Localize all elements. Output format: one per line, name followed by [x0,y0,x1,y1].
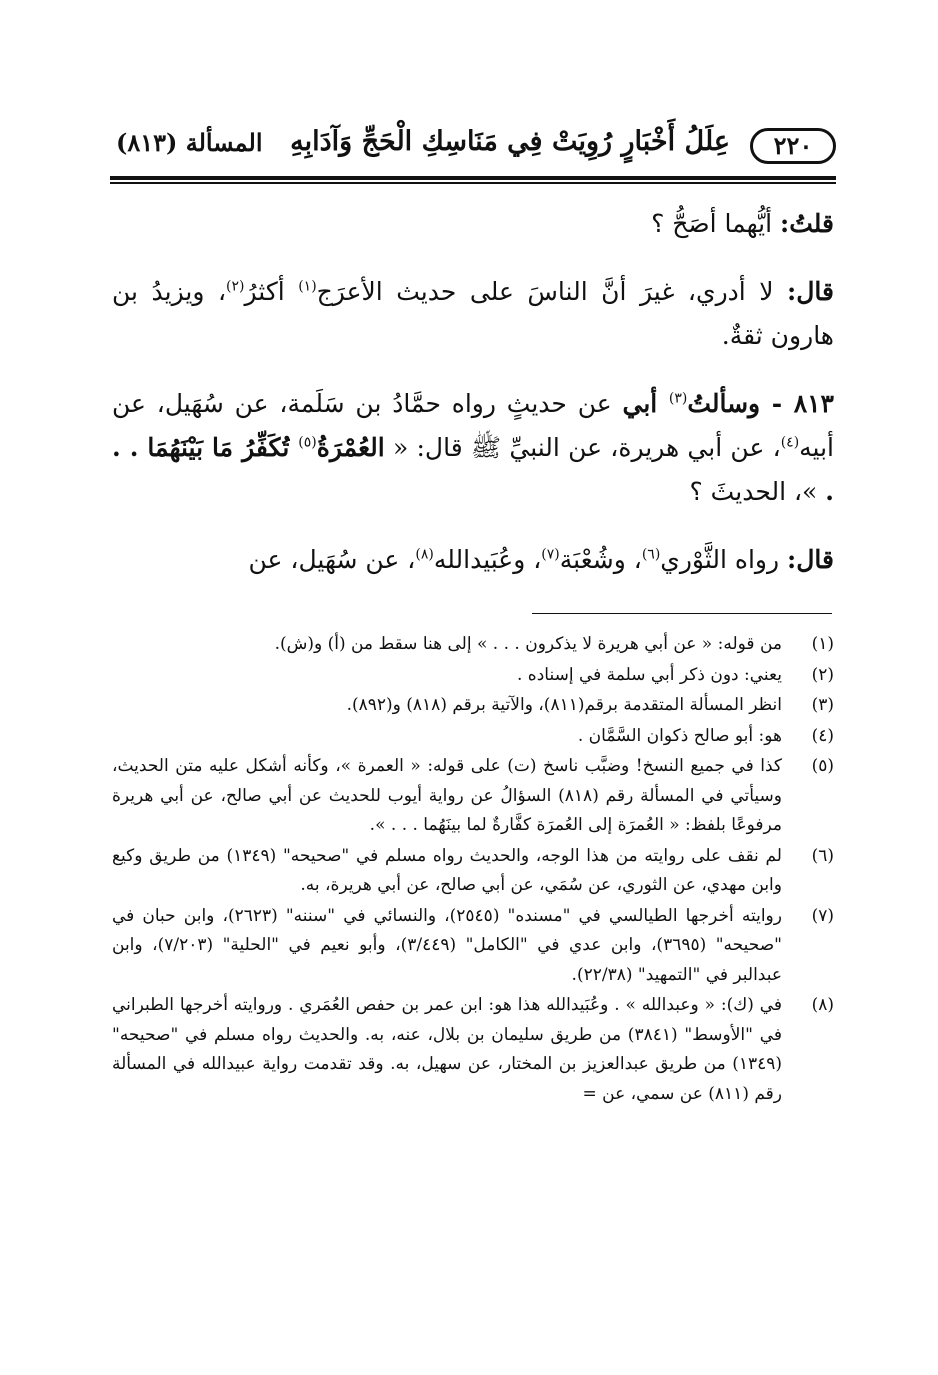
footnote-ref: (٨) [415,546,434,563]
page-number: ٢٢٠ [750,128,836,164]
paragraph-text: ، وعُبَيدالله [433,545,542,574]
footnote [112,691,834,721]
footnote-ref: (٤) [780,434,800,451]
footnote-number: (٦) [811,845,834,866]
footnote-ref: (١) [298,278,317,295]
footnote-ref: (٣) [668,390,688,407]
footnote-text: لم نقف على روايته من هذا الوجه، والحديث رواه مسلم في "صحيحه" (١٣٤٩) من طريق وكيع وابن مهدي، عن الثوري، عن سُمَي، عن أبي صالح، عن أبي هريرة، به. [112,845,782,895]
book-title: عِلَلُ أَخْبَارٍ رُوِيَتْ فِي مَنَاسِكِ الْحَجِّ وَآدَابِهِ [290,126,730,157]
footnote-ref: (٢) [226,278,245,295]
footnote-number: (١) [811,634,834,654]
header-rule-thick [110,176,836,180]
footnote [112,630,834,660]
hadith-text: العُمْرَةُ [316,433,385,462]
speaker-label: قلتُ: [779,209,834,238]
footnote-text: روايته أخرجها الطيالسي في "مسنده" (٢٥٤٥)، والنسائي في "سننه" (٢٦٢٣)، وابن حبان في "صحيحه" (٣٦٩٥)، وابن عدي في "الكامل" (٣/٤٤٩)، وأبو نعيم في "الحلية" (٧/٢٠٣)، وابن عبدالبر في "التمهيد" (٢٢/٣٨). [112,905,782,985]
paragraph-text: عن حديثٍ رواه حمَّادُ بن سَلَمة، عن سُهَيل، عن أبيه [112,389,835,462]
paragraph-text: رواه الثَّوْري [660,545,788,574]
footnote [112,842,834,901]
paragraph-answer-2 [112,538,834,582]
speaker-label: قال: [787,545,834,574]
paragraph-answer [112,270,834,358]
footnote-number: (٧) [811,905,834,926]
running-header [110,124,836,172]
paragraph-text: ، وشُعْبَة [559,545,642,574]
footnote-number: (٣) [811,695,834,715]
footnote-number: (٢) [811,664,834,685]
footnote-text: في (ك): « وعبدالله » . وعُبَيدالله هذا هو: ابن عمر بن حفص العُمَري . وروايته أخرجها الطبراني في "الأوسط" (٣٨٤١) من طريق سليمان بن بلال، عنه، به. والحديث رواه مسلم في "صحيحه" (١٣٤٩) من طريق عبدالعزيز بن المختار، عن سهيل، به. وقد تقدمت رواية عبيدالله في المسألة رقم (٨١١) عن سمي، عن = [112,995,782,1104]
footnote [112,722,834,752]
footnotes [112,630,834,1110]
footnote-text: هو: أبو صالح ذكوان السَّمَّان . [577,725,782,746]
footnote-text: يعني: دون ذكر أبي سلمة في إسناده . [517,664,782,685]
paragraph-question [112,202,834,246]
footnote-number: (٥) [811,756,834,776]
paragraph-text: أكثرُ [244,277,299,306]
footnote-text: كذا في جميع النسخ! وضبَّب ناسخ (ت) على قوله: « العمرة »، وكأنه أشكل عليه متن الحديث، وسيأتي في المسألة رقم (٨١٨) السؤالُ عن رواية أيوب للحديث عن أبي صالح، عن أبي هريرة مرفوعًا بلفظ: « العُمرَة إلى العُمرَة كفَّارةٌ لما بينَهُما . . . ». [112,756,782,835]
footnote-ref: (٧) [541,546,560,563]
footnote [112,991,834,1109]
footnote-ref: (٦) [641,546,661,563]
paragraph-text: »، الحديثَ ؟ [689,477,826,506]
paragraph-text: أيُّهما أصَحُّ ؟ [651,209,780,238]
paragraph-text: ، ويزيدُ بن هارون ثقةٌ. [112,277,834,350]
footnote [112,752,834,841]
footnote-number: (٨) [811,995,834,1015]
footnote-separator [532,613,832,614]
paragraph-text: لا أدري، غيرَ أنَّ الناسَ على حديث الأعرَج [316,277,788,306]
issue-heading: ٨١٣ - وسألتُ [687,389,834,418]
footnote-text: من قوله: « عن أبي هريرة لا يذكرون . . . » إلى هنا سقط من (أ) و(ش). [274,634,782,654]
main-text [112,202,834,582]
hadith-text: تُكَفِّرُ مَا بَيْنَهُمَا . . . [112,433,834,506]
issue-label: المسألة (٨١٣) [116,128,263,157]
footnote [112,661,834,691]
footnote-text: انظر المسألة المتقدمة برقم(٨١١)، والآتية برقم (٨١٨) و(٨٩٢). [346,695,782,715]
footnote-number: (٤) [811,725,834,746]
paragraph-issue [112,382,834,514]
footnote [112,902,834,991]
paragraph-text: ، عن أبي هريرة، عن النبيِّ ﷺ قال: « [384,433,781,462]
paragraph-text: أبي [622,389,669,418]
speaker-label: قال: [787,277,834,306]
header-rule-thin [110,182,836,184]
footnote-ref: (٥) [298,434,317,451]
paragraph-text: ، عن سُهَيل، عن [248,545,416,574]
